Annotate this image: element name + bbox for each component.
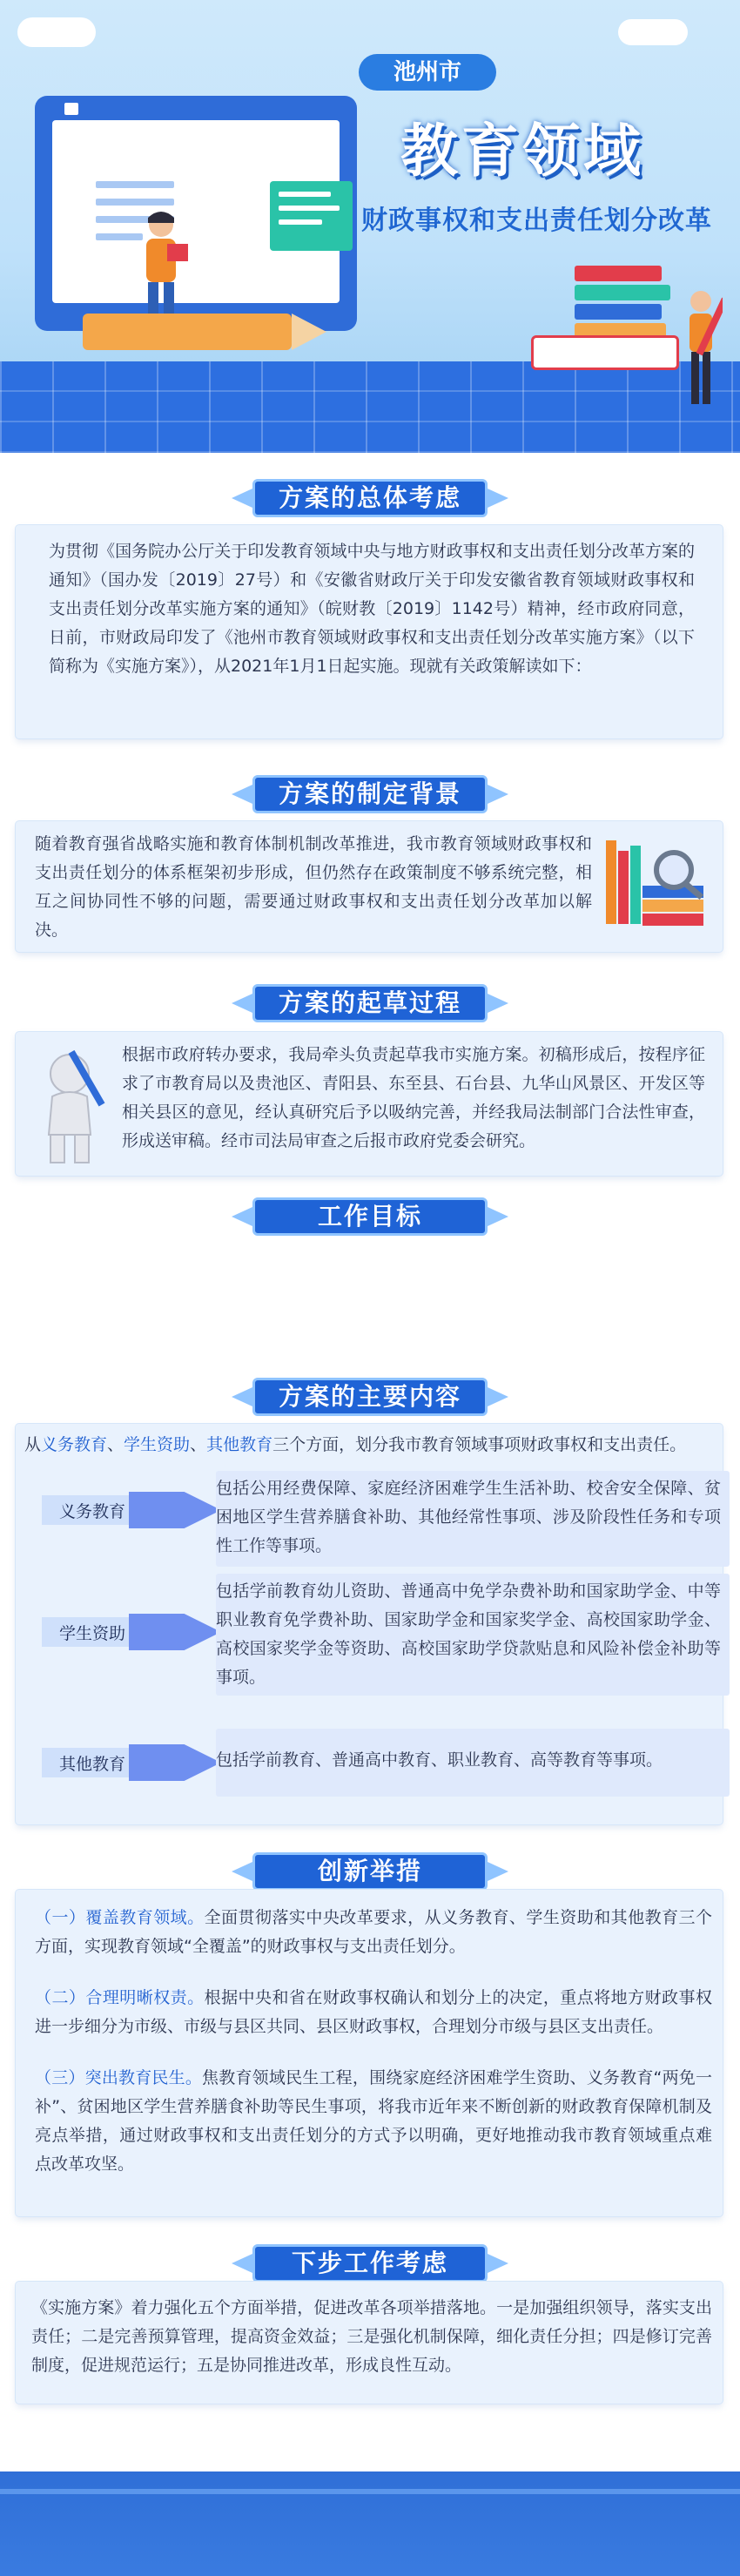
footer-strip: [0, 2489, 740, 2494]
next-box: [16, 2282, 723, 2404]
keyword-aid: 学生资助: [124, 1435, 191, 1454]
books-magnifier-icon: [601, 833, 714, 938]
section-title-content: 方案的主要内容: [252, 1378, 488, 1416]
section-title-goals: 工作目标: [252, 1197, 488, 1236]
category-box-compulsory: [216, 1471, 730, 1567]
drafting-box: [16, 1032, 723, 1176]
screen-card: [270, 181, 353, 251]
pencil-icon: [83, 314, 292, 350]
section-title-innovation: 创新举措: [252, 1852, 488, 1891]
main-title: 教育领域: [400, 118, 644, 185]
section-title-drafting: 方案的起草过程: [252, 984, 488, 1022]
category-text-compulsory: 包括公用经费保障、家庭经济困难学生生活补助、校舍安全保障、贫困地区学生营养膳食补助、其他经常性事项、涉及阶段性任务和专项性工作等事项。: [216, 1479, 721, 1555]
student-with-pencil-icon: [679, 287, 723, 418]
drafting-text: 根据市政府转办要求，我局牵头负责起草我市实施方案。初稿形成后，按程序征求了市教育局以及贵池区、青阳县、东至县、石台县、九华山风景区、开发区等相关县区的意见，经认真研究后予以吸纳完善，并经我局法制部门合法性审查，形成送审稿。经市司法局审查之后报市政府党委会研究。: [122, 1045, 705, 1150]
innovation-box: [16, 1890, 723, 2216]
category-label-compulsory: 义务教育: [42, 1492, 195, 1528]
innovation-item-2: （二）合理明晰权责。根据中央和省在财政事权确认和划分上的决定，重点将地方财政事权进一步细分为市级、市级与县区共同、县区财政事权，合理划分市级与县区支出责任。: [35, 1988, 712, 2036]
category-text-other: 包括学前教育、普通高中教育、职业教育、高等教育等事项。: [216, 1750, 663, 1770]
hero-banner: [0, 0, 740, 453]
monitor-illustration: [35, 96, 357, 331]
overall-box: [16, 525, 723, 738]
category-label-aid: 学生资助: [42, 1614, 195, 1650]
section-title-background: 方案的制定背景: [252, 775, 488, 813]
background-box: [16, 821, 723, 952]
footer-band: [0, 2471, 740, 2576]
figure-with-pen-icon: [26, 1044, 113, 1166]
monitor-screen: [52, 120, 340, 303]
section-title-next: 下步工作考虑: [252, 2244, 488, 2283]
background-text: 随着教育强省战略实施和教育体制机制改革推进，我市教育领域财政事权和支出责任划分的体系框架初步形成，但仍然存在政策制度不够系统完整，相互之间协同性不够的问题，需要通过财政事权和支出责任划分改革加以解决。: [35, 834, 592, 940]
floor-grid: [0, 361, 740, 453]
section-title-overall: 方案的总体考虑: [252, 479, 488, 517]
cloud: [618, 19, 688, 45]
sub-title: 财政事权和支出责任划分改革: [361, 206, 712, 236]
keyword-other: 其他教育: [206, 1435, 273, 1454]
category-box-other: [216, 1729, 730, 1797]
book-icon: [64, 103, 78, 115]
innovation-item-1: （一）覆盖教育领域。全面贯彻落实中央改革要求，从义务教育、学生资助和其他教育三个方面，实现教育领域“全覆盖”的财政事权与支出责任划分。: [35, 1908, 712, 1956]
cloud: [17, 17, 96, 47]
keyword-compulsory: 义务教育: [41, 1435, 108, 1454]
content-intro: 从义务教育、学生资助、其他教育三个方面，划分我市教育领域事项财政事权和支出责任。: [24, 1435, 687, 1454]
category-text-aid: 包括学前教育幼儿资助、普通高中免学杂费补助和国家助学金、中等职业教育免学费补助、国家助学金和国家奖学金、高校国家助学金、高校国家奖学金等资助、高校国家助学贷款贴息和风险补偿金补助等事项。: [216, 1581, 721, 1687]
city-tag: 池州市: [359, 54, 496, 91]
content-box: [16, 1424, 723, 1824]
overall-text: 为贯彻《国务院办公厅关于印发教育领域中央与地方财政事权和支出责任划分改革方案的通知》（国办发〔2019〕27号）和《安徽省财政厅关于印发安徽省教育领域财政事权和支出责任划分改革实施方案的通知》（皖财教〔2019〕1142号）精神，经市政府同意，日前，市财政局印发了《池州市教育领域财政事权和支出责任划分改革实施方案》（以下简称为《实施方案》），从2021年1月1日起实施。现就有关政策解读如下：: [49, 542, 695, 676]
category-box-aid: [216, 1574, 730, 1696]
open-book-icon: [531, 335, 679, 370]
category-label-other: 其他教育: [42, 1744, 195, 1781]
goals-text: 《实施方案》在保持教育领域现行财政政策基本稳定的基础上，进一步完善权责清晰、财力协调、区域均衡的市以下财政关系，加快建立我市现代财政制度，推进教育公平优先发展，打造“三优池州”。: [31, 1256, 707, 1332]
next-text: 《实施方案》着力强化五个方面举措，促进改革各项举措落地。一是加强组织领导，落实支出责任；二是完善预算管理，提高资金效益；三是强化机制保障，细化责任分担；四是修订完善制度，促进规范运行；五是协同推进改革，形成良性互动。: [31, 2298, 712, 2375]
innovation-item-3: （三）突出教育民生。焦教育领域民生工程，围绕家庭经济困难学生资助、义务教育“两免一补”、贫困地区学生营养膳食补助等民生事项，将我市近年来不断创新的财政教育保障机制及亮点举措，通过财政事权和支出责任划分的方式予以明确，更好地推动我市教育领域重点难点改革攻坚。: [35, 2068, 712, 2174]
